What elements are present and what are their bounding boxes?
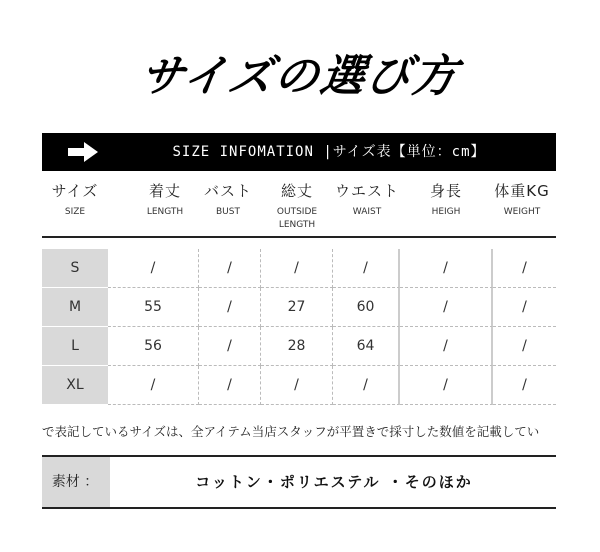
waist-cell: 64 bbox=[333, 327, 400, 366]
bust-cell: / bbox=[199, 288, 261, 327]
banner-text: SIZE INFOMATION |サイズ表【単位：cm】 bbox=[172, 144, 486, 160]
header-length-jp: 着丈 bbox=[148, 182, 181, 200]
bust-cell: / bbox=[199, 327, 261, 366]
table-row bbox=[42, 366, 556, 405]
header-height bbox=[414, 180, 478, 219]
measurement-note: で表記しているサイズは、全アイテム当店スタッフが平置きで採寸した数値を記載してい bbox=[42, 424, 540, 439]
waist-cell: / bbox=[333, 249, 400, 288]
material-value: コットン・ポリエステル ・そのほか bbox=[195, 473, 473, 491]
size-table bbox=[42, 249, 556, 405]
outside-length-cell: / bbox=[261, 249, 333, 288]
header-bust bbox=[198, 180, 258, 219]
header-weight-jp: 体重KG bbox=[494, 182, 550, 200]
size-cell: M bbox=[42, 288, 108, 327]
outside-length-cell: / bbox=[261, 366, 333, 405]
header-size bbox=[42, 180, 108, 219]
weight-cell: / bbox=[493, 366, 556, 405]
header-height-en: HEIGH bbox=[431, 207, 461, 217]
size-info-banner bbox=[42, 133, 556, 171]
header-outside-en1: OUTSIDE bbox=[276, 207, 318, 217]
bust-cell: / bbox=[199, 249, 261, 288]
material-row bbox=[42, 455, 556, 509]
height-cell: / bbox=[400, 366, 493, 405]
header-bust-en: BUST bbox=[216, 207, 240, 217]
header-size-en: SIZE bbox=[64, 207, 86, 217]
arrow-right-icon bbox=[66, 140, 100, 164]
table-row bbox=[42, 327, 556, 366]
waist-cell: 60 bbox=[333, 288, 400, 327]
header-size-jp: サイズ bbox=[51, 182, 99, 200]
weight-cell: / bbox=[493, 288, 556, 327]
size-cell: XL bbox=[42, 366, 108, 405]
header-bust-jp: バスト bbox=[203, 182, 252, 200]
length-cell: / bbox=[108, 249, 199, 288]
header-outside-length bbox=[262, 180, 332, 232]
bust-cell: / bbox=[199, 366, 261, 405]
table-header bbox=[42, 180, 556, 238]
header-height-jp: 身長 bbox=[429, 182, 462, 200]
weight-cell: / bbox=[493, 327, 556, 366]
material-label: 素材 ： bbox=[42, 457, 110, 507]
waist-cell: / bbox=[333, 366, 400, 405]
header-outside-en bbox=[262, 206, 332, 232]
outside-length-cell: 27 bbox=[261, 288, 333, 327]
page-title: サイズの選び方 bbox=[136, 51, 463, 102]
size-cell: L bbox=[42, 327, 108, 366]
header-waist-jp: ウエスト bbox=[334, 182, 399, 200]
outside-length-cell: 28 bbox=[261, 327, 333, 366]
size-cell: S bbox=[42, 249, 108, 288]
header-length bbox=[134, 180, 196, 219]
header-weight bbox=[488, 180, 556, 219]
length-cell: / bbox=[108, 366, 199, 405]
height-cell: / bbox=[400, 249, 493, 288]
header-weight-en: WEIGHT bbox=[503, 207, 541, 217]
table-row bbox=[42, 249, 556, 288]
header-outside-jp: 総丈 bbox=[280, 182, 313, 200]
header-outside-en2: LENGTH bbox=[278, 220, 316, 230]
header-waist bbox=[330, 180, 404, 219]
length-cell: 56 bbox=[108, 327, 199, 366]
weight-cell: / bbox=[493, 249, 556, 288]
header-length-en: LENGTH bbox=[146, 207, 184, 217]
table-row bbox=[42, 288, 556, 327]
height-cell: / bbox=[400, 327, 493, 366]
length-cell: 55 bbox=[108, 288, 199, 327]
header-waist-en: WAIST bbox=[352, 207, 382, 217]
height-cell: / bbox=[400, 288, 493, 327]
